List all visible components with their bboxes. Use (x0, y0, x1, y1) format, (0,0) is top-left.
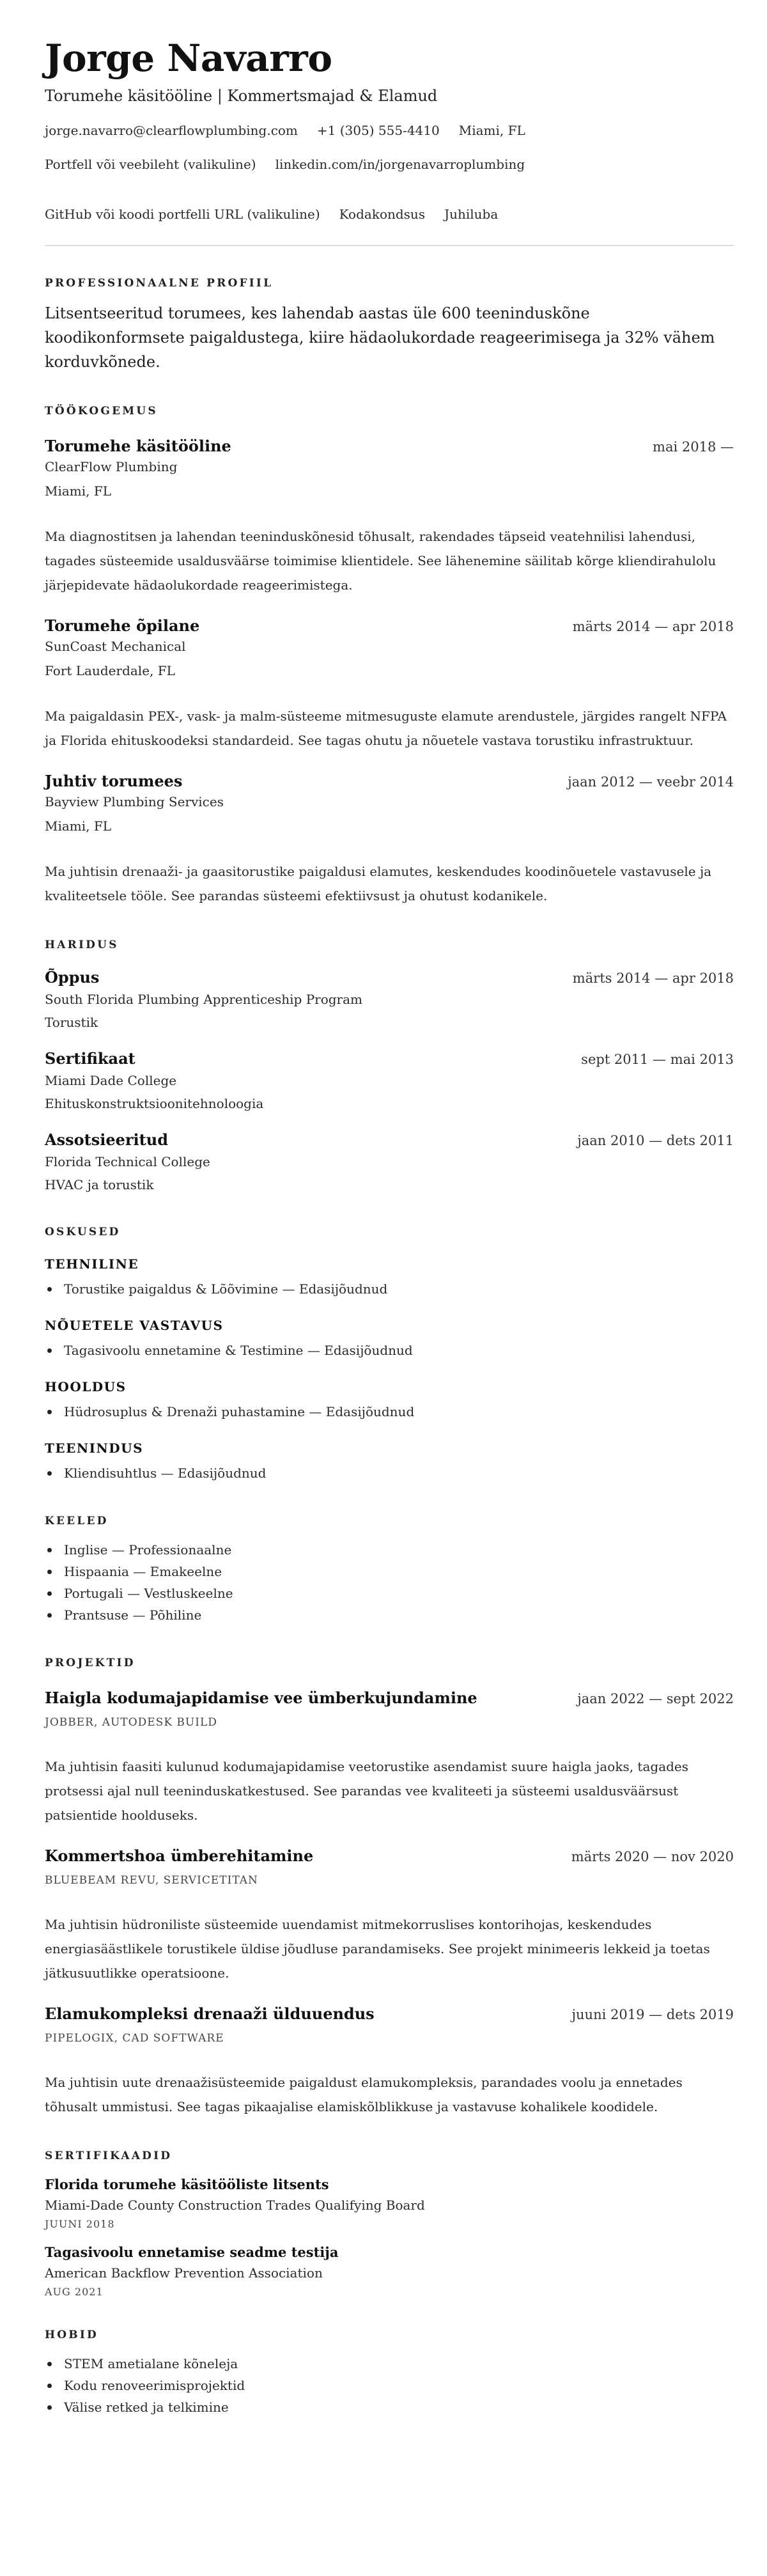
skill-item: Tagasivoolu ennetamine & Testimine — Edasijõudnud (45, 1339, 734, 1361)
section-title: TÖÖKOGEMUS (45, 405, 158, 418)
skill-list (45, 1339, 734, 1361)
section-title: KEELED (45, 1515, 109, 1527)
contact-linkedin[interactable]: linkedin.com/in/jorgenavarroplumbing (275, 157, 525, 172)
section-title: HOBID (45, 2329, 98, 2341)
education-entry (45, 968, 734, 1033)
project-date: jaan 2022 — sept 2022 (577, 1691, 734, 1706)
job-location: Fort Lauderdale, FL (45, 663, 175, 678)
education-school: Miami Dade College (45, 1073, 177, 1088)
certifications-section (45, 2150, 734, 2298)
certification-entry (45, 2244, 734, 2298)
project-title: Elamukompleksi drenaaži ülduuendus (45, 2004, 375, 2023)
language-item: Inglise — Professionaalne (45, 1539, 734, 1561)
project-entry (45, 1846, 734, 1985)
skill-category: NÕUETELE VASTAVUS (45, 1318, 224, 1333)
job-title: Torumehe õpilane (45, 616, 200, 635)
education-degree: Assotsieeritud (45, 1130, 168, 1149)
skill-category: HOOLDUS (45, 1379, 127, 1394)
section-title: SERTIFIKAADID (45, 2150, 173, 2162)
certification-name: Florida torumehe käsitööliste litsents (45, 2176, 329, 2192)
hobby-item: Välise retked ja telkimine (45, 2396, 734, 2418)
contact-email[interactable]: jorge.navarro@clearflowplumbing.com (45, 123, 298, 138)
job-company: ClearFlow Plumbing (45, 459, 178, 474)
education-section (45, 939, 734, 1195)
project-description: Ma juhtisin faasiti kulunud kodumajapidamise veetorustike asendamist suure haigla jaoks, tagades protsessi ajal null teeninduskatkestused. See parandas vee kvaliteeti ja süsteemi usaldusväärsust patsientide hoolduseks. (45, 1759, 689, 1823)
skill-item: Torustike paigaldus & Lõõvimine — Edasijõudnud (45, 1278, 734, 1300)
project-date: märts 2020 — nov 2020 (571, 1849, 734, 1864)
education-school: South Florida Plumbing Apprenticeship Program (45, 992, 363, 1007)
project-description: Ma juhtisin hüdroniliste süsteemide uuendamist mitmekorruslises kontorihojas, keskendudes energiasäästlikele torustikele üldise jõudluse parandamiseks. See projekt minimeeris lekkeid ja toetas jätkusuutlikke operatsioone. (45, 1917, 710, 1981)
contact-portfolio[interactable]: Portfell või veebileht (valikuline) (45, 157, 256, 172)
hobby-item: STEM ametialane kõneleja (45, 2353, 734, 2375)
project-tech: BLUEBEAM REVU, SERVICETITAN (45, 1874, 258, 1887)
section-title: PROJEKTID (45, 1657, 136, 1669)
contact-citizenship: Kodakondsus (339, 207, 426, 222)
job-date: jaan 2012 — veebr 2014 (568, 774, 734, 790)
candidate-name: Jorge Navarro (45, 36, 332, 80)
contact-license: Juhiluba (444, 207, 499, 222)
project-date: juuni 2019 — dets 2019 (571, 2007, 734, 2022)
education-school: Florida Technical College (45, 1154, 210, 1169)
skill-list (45, 1278, 734, 1300)
languages-section (45, 1515, 734, 1626)
hobbies-section (45, 2329, 734, 2418)
project-entry (45, 1689, 734, 1827)
job-date: märts 2014 — apr 2018 (572, 619, 734, 634)
education-degree: Sertifikaat (45, 1049, 136, 1068)
certification-date: AUG 2021 (45, 2286, 104, 2298)
language-item: Portugali — Vestluskeelne (45, 1582, 734, 1604)
job-description: Ma diagnostitsen ja lahendan teeninduskõnesid tõhusalt, rakendades täpseid veatehnilisi lahendusi, tagades süsteemide usaldusväärse toimimise klientidele. See lähenemine säilitab kõrge kliendirahulolu järjepidevate hädaolukordade reageerimistega. (45, 529, 717, 593)
job-entry (45, 437, 734, 597)
project-entry (45, 2004, 734, 2119)
job-title: Torumehe käsitööline (45, 437, 231, 455)
skill-item: Hüdrosuplus & Drenaži puhastamine — Edasijõudnud (45, 1401, 734, 1423)
skills-section (45, 1226, 734, 1484)
certification-issuer: Miami-Dade County Construction Trades Qualifying Board (45, 2197, 425, 2213)
job-location: Miami, FL (45, 818, 112, 834)
job-company: SunCoast Mechanical (45, 639, 186, 654)
education-field: Torustik (45, 1015, 98, 1030)
education-field: HVAC ja torustik (45, 1177, 154, 1192)
section-title: HARIDUS (45, 939, 119, 951)
skill-item: Kliendisuhtlus — Edasijõudnud (45, 1462, 734, 1484)
header-divider (45, 245, 734, 246)
job-description: Ma paigaldasin PEX-, vask- ja malm-süsteeme mitmesuguste elamute arendustele, järgides rangelt NFPA ja Florida ehituskoodeksi standardeid. See tagas ohutu ja nõuetele vastava torustiku infrastruktuur. (45, 708, 727, 748)
language-item: Prantsuse — Põhiline (45, 1604, 734, 1626)
project-tech: PIPELOGIX, CAD SOFTWARE (45, 2032, 224, 2045)
project-tech: JOBBER, AUTODESK BUILD (45, 1716, 217, 1729)
education-field: Ehituskonstruktsioonitehnoloogia (45, 1096, 264, 1111)
contact-github[interactable]: GitHub või koodi portfelli URL (valikuline) (45, 207, 320, 222)
education-entry (45, 1049, 734, 1114)
skill-category: TEENINDUS (45, 1440, 144, 1456)
skill-list (45, 1462, 734, 1484)
project-description: Ma juhtisin uute drenaažisüsteemide paigaldust elamukompleksis, parandades voolu ja ennetades tõhusalt ummistusi. See tagas pikaajalise elamiskõlblikkuse ja vastavuse kohalikele koodidele. (45, 2075, 683, 2114)
profile-summary: Litsentseeritud torumees, kes lahendab aastas üle 600 teeninduskõne koodikonformsete paigaldustega, kiire hädaolukordade reageerimisega ja 32% vähem korduvkõnede. (45, 304, 715, 371)
skill-list (45, 1401, 734, 1423)
job-entry (45, 616, 734, 753)
certification-issuer: American Backflow Prevention Association (45, 2265, 323, 2281)
job-title: Juhtiv torumees (45, 772, 183, 790)
contact-location: Miami, FL (458, 123, 525, 138)
hobby-list (45, 2353, 734, 2418)
job-date: mai 2018 — (653, 439, 734, 455)
candidate-headline: Torumehe käsitööline | Kommertsmajad & Elamud (45, 87, 438, 105)
projects-section (45, 1657, 734, 2119)
skill-category: TEHNILINE (45, 1256, 139, 1272)
language-item: Hispaania — Emakeelne (45, 1561, 734, 1582)
job-entry (45, 772, 734, 908)
education-degree: Õppus (45, 968, 100, 987)
project-title: Kommertshoa ümberehitamine (45, 1846, 314, 1865)
certification-name: Tagasivoolu ennetamise seadme testija (45, 2244, 339, 2260)
language-list (45, 1539, 734, 1626)
experience-section (45, 405, 734, 908)
resume-header (45, 37, 734, 223)
education-date: sept 2011 — mai 2013 (581, 1052, 734, 1067)
certification-entry (45, 2176, 734, 2230)
profile-section (45, 277, 734, 374)
education-entry (45, 1130, 734, 1195)
contact-info (45, 121, 734, 223)
job-company: Bayview Plumbing Services (45, 794, 224, 809)
certification-date: JUUNI 2018 (45, 2218, 115, 2230)
section-title: OSKUSED (45, 1226, 121, 1238)
job-description: Ma juhtisin drenaaži- ja gaasitorustike paigaldusi elamutes, keskendudes koodinõuetele vastavusele ja kvaliteetsele tööle. See parandas süsteemi efektiivsust ja ohutust kodanikele. (45, 864, 712, 903)
education-date: jaan 2010 — dets 2011 (577, 1133, 734, 1148)
hobby-item: Kodu renoveerimisprojektid (45, 2375, 734, 2396)
section-title: PROFESSIONAALNE PROFIIL (45, 277, 274, 290)
project-title: Haigla kodumajapidamise vee ümberkujundamine (45, 1689, 477, 1707)
job-location: Miami, FL (45, 483, 112, 499)
contact-phone[interactable]: +1 (305) 555-4410 (316, 123, 440, 138)
education-date: märts 2014 — apr 2018 (572, 971, 734, 986)
